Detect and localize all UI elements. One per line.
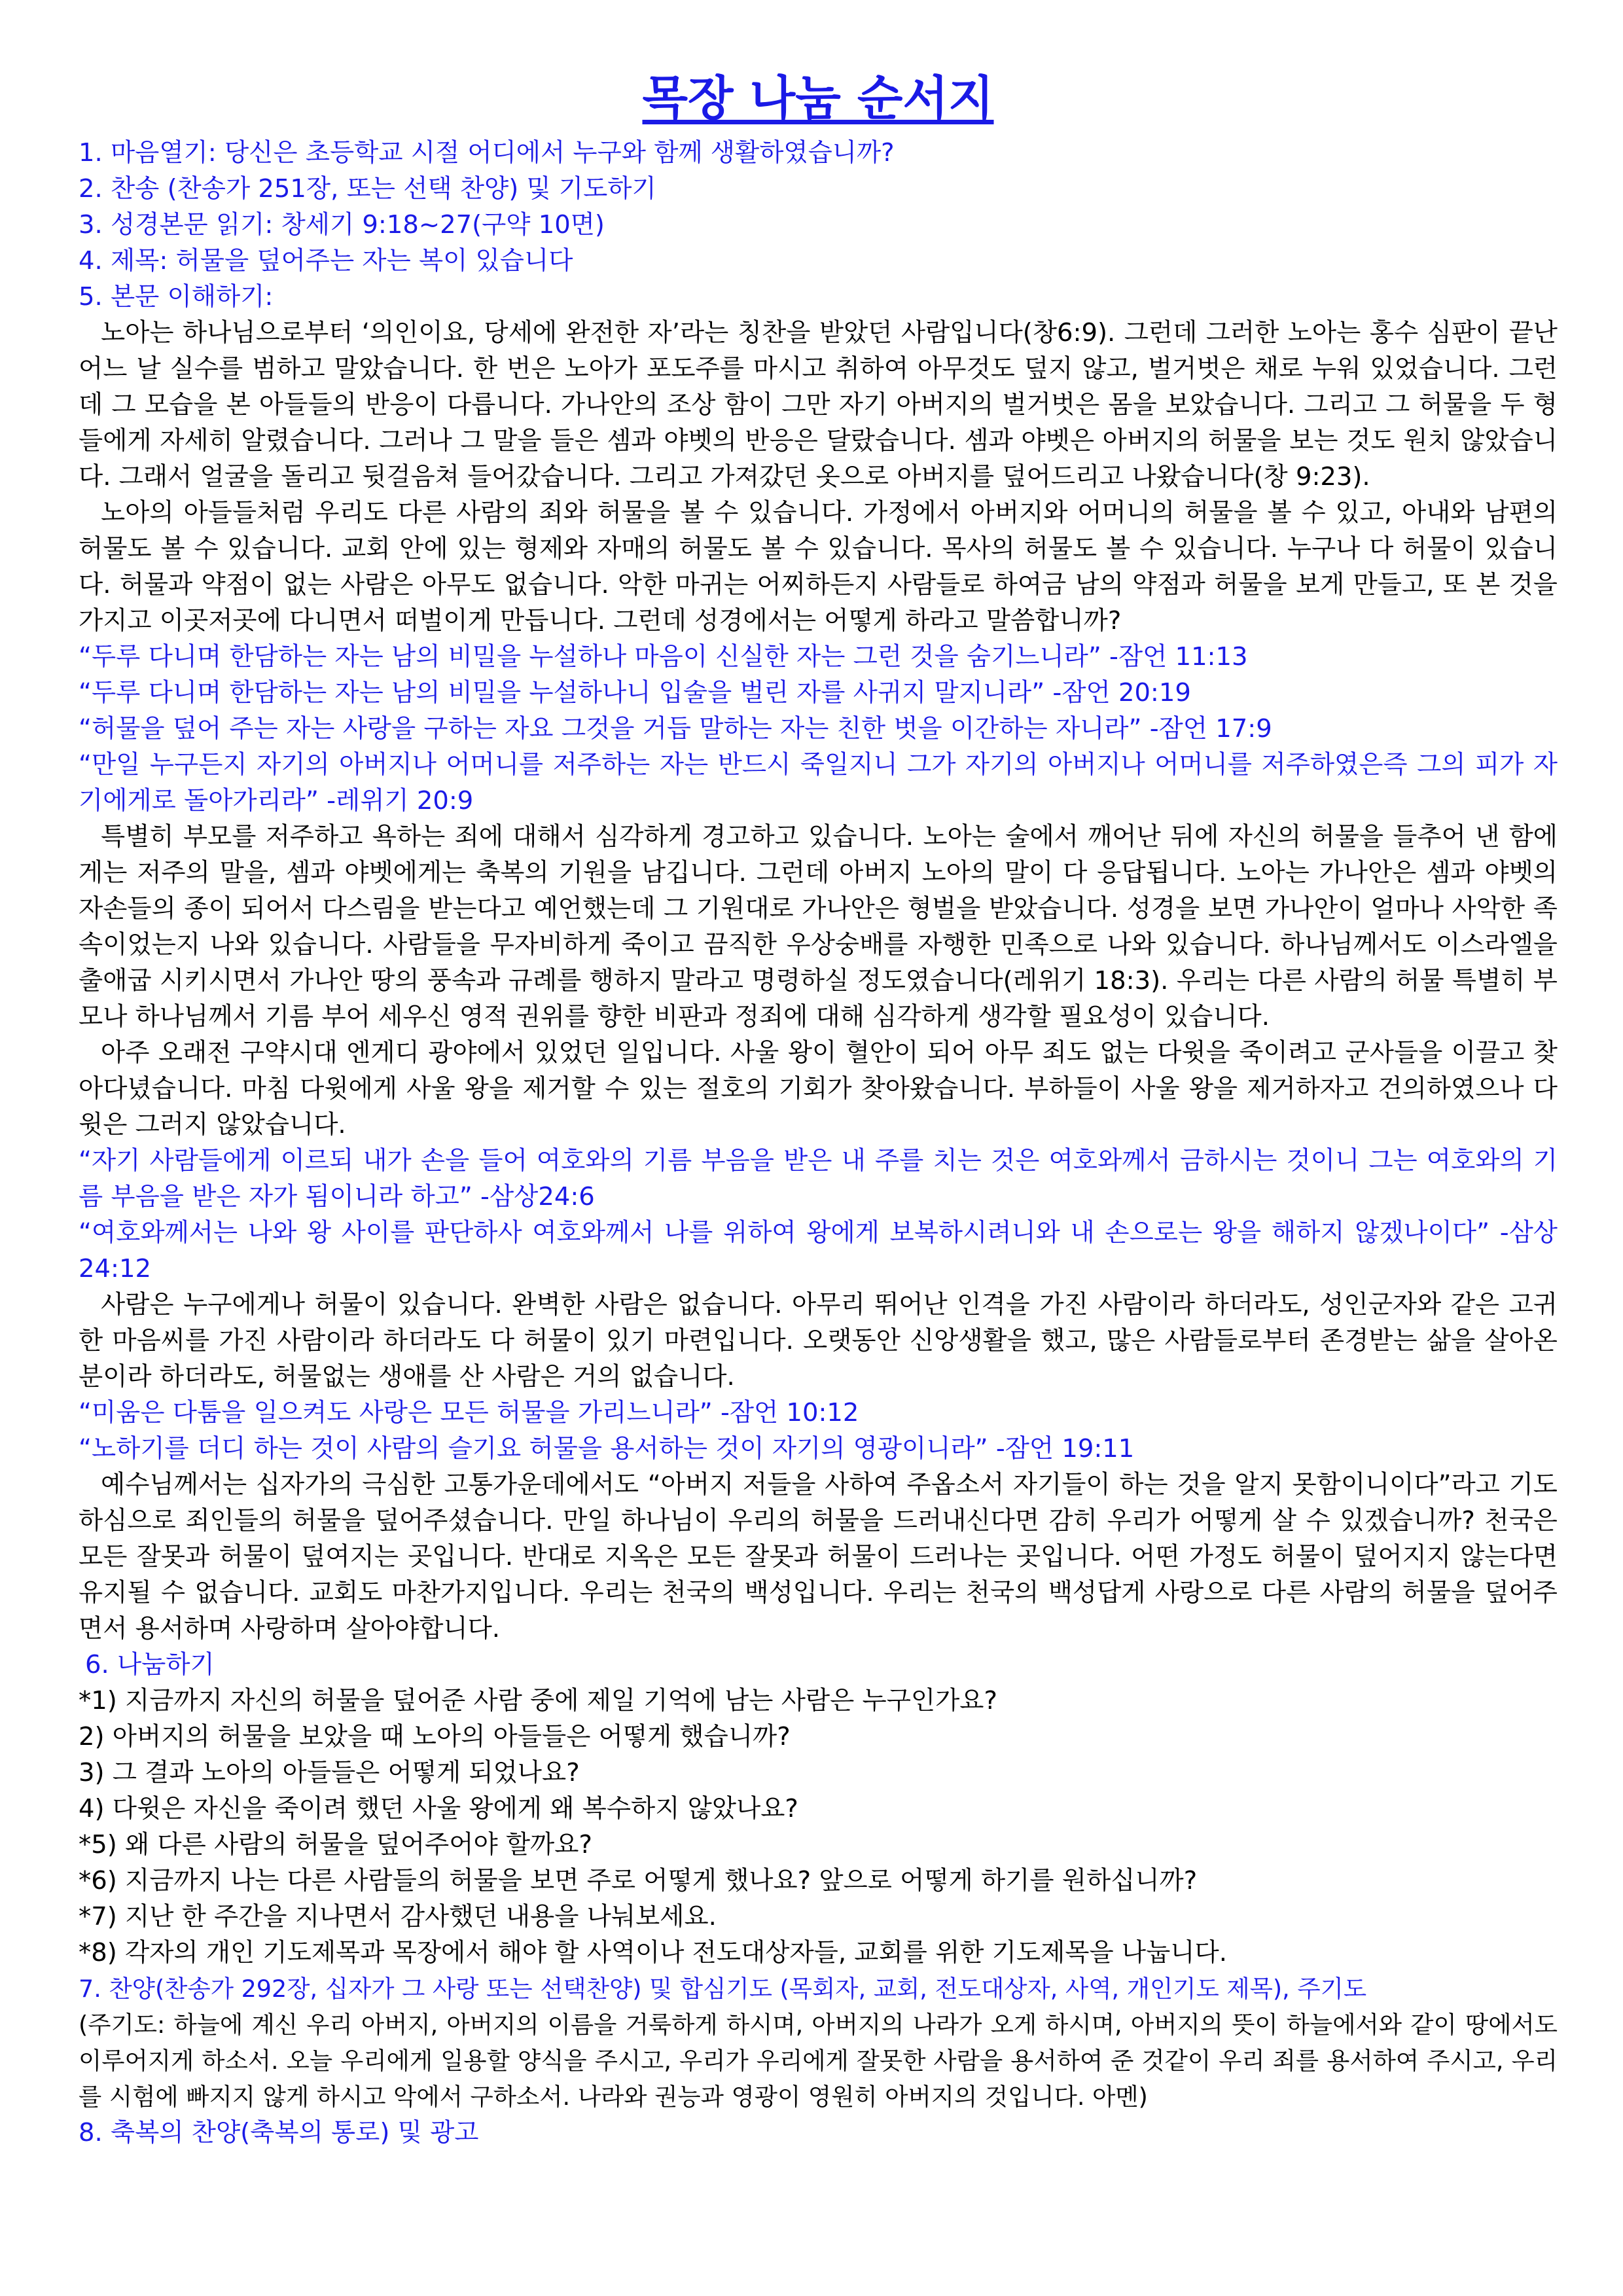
step-1-opening: 1. 마음열기: 당신은 초등학교 시절 어디에서 누구와 함께 생활하였습니까? — [79, 138, 895, 168]
body-paragraph-5: 사람은 누구에게나 허물이 있습니다. 완벽한 사람은 없습니다. 아무리 뛰어난 인격을 가진 사람이라 하더라도, 성인군자와 같은 고귀한 마음씨를 가진 사람이라 하더라도 다 허물이 있기 마련입니다. 오랫동안 신앙생활을 했고, 많은 사람들로부터 존경받는 삶을 살아온 분이라 하더라도, 허물없는 생애를 산 사람은 거의 없습니다. — [79, 1290, 1558, 1391]
scripture-quote-6: “여호와께서는 나와 왕 사이를 판단하사 여호와께서 나를 위하여 왕에게 보복하시려니와 내 손으로는 왕을 해하지 않겠나이다” -삼상24:12 — [79, 1218, 1558, 1283]
worksheet-document — [79, 65, 1558, 2151]
body-paragraph-4: 아주 오래전 구약시대 엔게디 광야에서 있었던 일입니다. 사울 왕이 혈안이 되어 아무 죄도 없는 다윗을 죽이려고 군사들을 이끌고 찾아다녔습니다. 마침 다윗에게 사울 왕을 제거할 수 있는 절호의 기회가 찾아왔습니다. 부하들이 사울 왕을 제거하자고 건의하였으나 다윗은 그러지 않았습니다. — [79, 1038, 1558, 1139]
body-paragraph-3: 특별히 부모를 저주하고 욕하는 죄에 대해서 심각하게 경고하고 있습니다. 노아는 술에서 깨어난 뒤에 자신의 허물을 들추어 낸 함에게는 저주의 말을, 셈과 야벳에게는 축복의 기원을 남깁니다. 그런데 아버지 노아의 말이 다 응답됩니다. 노아는 가나안은 셈과 야벳의 자손들의 종이 되어서 다스림을 받는다고 예언했는데 그 기원대로 가나안은 형벌을 받았습니다. 성경을 보면 가나안이 얼마나 사악한 족속이었는지 나와 있습니다. 사람들을 무자비하게 죽이고 끔직한 우상숭배를 자행한 민족으로 나와 있습니다. 하나님께서도 이스라엘을 출애굽 시키시면서 가나안 땅의 풍속과 규례를 행하지 말라고 명령하실 정도였습니다(레위기 18:3). 우리는 다른 사람의 허물 특별히 부모나 하나님께서 기름 부어 세우신 영적 권위를 향한 비판과 정죄에 대해 심각하게 생각할 필요성이 있습니다. — [79, 822, 1558, 1031]
sharing-question: *5) 왜 다른 사람의 허물을 덮어주어야 할까요? — [79, 1830, 592, 1859]
scripture-quote-8: “노하기를 더디 하는 것이 사람의 슬기요 허물을 용서하는 것이 자기의 영광이니라” -잠언 19:11 — [79, 1434, 1135, 1463]
sharing-question: *1) 지금까지 자신의 허물을 덮어준 사람 중에 제일 기억에 남는 사람은 누구인가요? — [79, 1686, 997, 1715]
sharing-question: *6) 지금까지 나는 다른 사람들의 허물을 보면 주로 어떻게 했나요? 앞으로 어떻게 하기를 원하십니까? — [79, 1866, 1198, 1895]
body-paragraph-2: 노아의 아들들처럼 우리도 다른 사람의 죄와 허물을 볼 수 있습니다. 가정에서 아버지와 어머니의 허물을 볼 수 있고, 아내와 남편의 허물도 볼 수 있습니다. 교회 안에 있는 형제와 자매의 허물도 볼 수 있습니다. 목사의 허물도 볼 수 있습니다. 누구나 다 허물이 있습니다. 허물과 약점이 없는 사람은 아무도 없습니다. 악한 마귀는 어찌하든지 사람들로 하여금 남의 약점과 허물을 보게 만들고, 또 본 것을 가지고 이곳저곳에 다니면서 떠벌이게 만듭니다. 그런데 성경에서는 어떻게 하라고 말씀합니까? — [79, 498, 1558, 636]
scripture-quote-4: “만일 누구든지 자기의 아버지나 어머니를 저주하는 자는 반드시 죽일지니 그가 자기의 아버지나 어머니를 저주하였은즉 그의 피가 자기에게로 돌아가리라” -레위기 20:9 — [79, 750, 1558, 816]
scripture-quote-1: “두루 다니며 한담하는 자는 남의 비밀을 누설하나 마음이 신실한 자는 그런 것을 숨기느니라” -잠언 11:13 — [79, 642, 1248, 672]
step-6-heading: 6. 나눔하기 — [85, 1650, 215, 1679]
sharing-question: 3) 그 결과 노아의 아들들은 어떻게 되었나요? — [79, 1758, 580, 1787]
body-paragraph-6: 예수님께서는 십자가의 극심한 고통가운데에서도 “아버지 저들을 사하여 주옵소서 자기들이 하는 것을 알지 못함이니이다”라고 기도하심으로 죄인들의 허물을 덮어주셨습니다. 만일 하나님이 우리의 허물을 드러내신다면 감히 우리가 어떻게 살 수 있겠습니까? 천국은 모든 잘못과 허물이 덮여지는 곳입니다. 반대로 지옥은 모든 잘못과 허물이 드러나는 곳입니다. 어떤 가정도 허물이 덮어지지 않는다면 유지될 수 없습니다. 교회도 마찬가지입니다. 우리는 천국의 백성입니다. 우리는 천국의 백성답게 사랑으로 다른 사람의 허물을 덮어주면서 용서하며 사랑하며 살아야합니다. — [79, 1470, 1558, 1643]
scripture-quote-2: “두루 다니며 한담하는 자는 남의 비밀을 누설하나니 입술을 벌린 자를 사귀지 말지니라” -잠언 20:19 — [79, 678, 1191, 708]
scripture-quote-7: “미움은 다툼을 일으켜도 사랑은 모든 허물을 가리느니라” -잠언 10:12 — [79, 1398, 859, 1427]
sharing-question: 4) 다윗은 자신을 죽이려 했던 사울 왕에게 왜 복수하지 않았나요? — [79, 1794, 798, 1823]
page-title: 목장 나눔 순서지 — [642, 71, 994, 126]
step-5-heading: 5. 본문 이해하기: — [79, 282, 274, 312]
step-3-scripture: 3. 성경본문 읽기: 창세기 9:18~27(구약 10면) — [79, 210, 605, 240]
sharing-question-list — [79, 1683, 1558, 1971]
step-2-hymn: 2. 찬송 (찬송가 251장, 또는 선택 찬양) 및 기도하기 — [79, 174, 656, 204]
step-8-blessing: 8. 축복의 찬양(축복의 통로) 및 광고 — [79, 2118, 479, 2147]
body-paragraph-1: 노아는 하나님으로부터 ‘의인이요, 당세에 완전한 자’라는 칭찬을 받았던 사람입니다(창6:9). 그런데 그러한 노아는 홍수 심판이 끝난 어느 날 실수를 범하고 말았습니다. 한 번은 노아가 포도주를 마시고 취하여 아무것도 덮지 않고, 벌거벗은 채로 누워 있었습니다. 그런데 그 모습을 본 아들들의 반응이 다릅니다. 가나안의 조상 함이 그만 자기 아버지의 벌거벗은 몸을 보았습니다. 그리고 그 허물을 두 형들에게 자세히 알렸습니다. 그러나 그 말을 들은 셈과 야벳의 반응은 달랐습니다. 셈과 야벳은 아버지의 허물을 보는 것도 원치 않았습니다. 그래서 얼굴을 돌리고 뒷걸음쳐 들어갔습니다. 그리고 가져갔던 옷으로 아버지를 덮어드리고 나왔습니다(창 9:23). — [79, 318, 1558, 492]
scripture-quote-3: “허물을 덮어 주는 자는 사랑을 구하는 자요 그것을 거듭 말하는 자는 친한 벗을 이간하는 자니라” -잠언 17:9 — [79, 714, 1272, 744]
lords-prayer-text: (주기도: 하늘에 계신 우리 아버지, 아버지의 이름을 거룩하게 하시며, 아버지의 나라가 오게 하시며, 아버지의 뜻이 하늘에서와 같이 땅에서도 이루어지게 하소서. 오늘 우리에게 일용할 양식을 주시고, 우리가 우리에게 잘못한 사람을 용서하여 준 것같이 우리 죄를 용서하여 주시고, 우리를 시험에 빠지지 않게 하시고 악에서 구하소서. 나라와 권능과 영광이 영원히 아버지의 것입니다. 아멘) — [79, 2011, 1558, 2111]
sharing-question: 2) 아버지의 허물을 보았을 때 노아의 아들들은 어떻게 했습니까? — [79, 1722, 791, 1751]
scripture-quote-5: “자기 사람들에게 이르되 내가 손을 들어 여호와의 기름 부음을 받은 내 주를 치는 것은 여호와께서 금하시는 것이니 그는 여호와의 기름 부음을 받은 자가 됨이니라 하고” -삼상24:6 — [79, 1146, 1558, 1211]
step-4-title: 4. 제목: 허물을 덮어주는 자는 복이 있습니다 — [79, 246, 573, 276]
step-7-praise-prayer: 7. 찬양(찬송가 292장, 십자가 그 사랑 또는 선택찬양) 및 합심기도 (목회자, 교회, 전도대상자, 사역, 개인기도 제목), 주기도 — [79, 1975, 1367, 2003]
sharing-question: *8) 각자의 개인 기도제목과 목장에서 해야 할 사역이나 전도대상자들, 교회를 위한 기도제목을 나눕니다. — [79, 1938, 1227, 1967]
sharing-question: *7) 지난 한 주간을 지나면서 감사했던 내용을 나눠보세요. — [79, 1902, 717, 1931]
